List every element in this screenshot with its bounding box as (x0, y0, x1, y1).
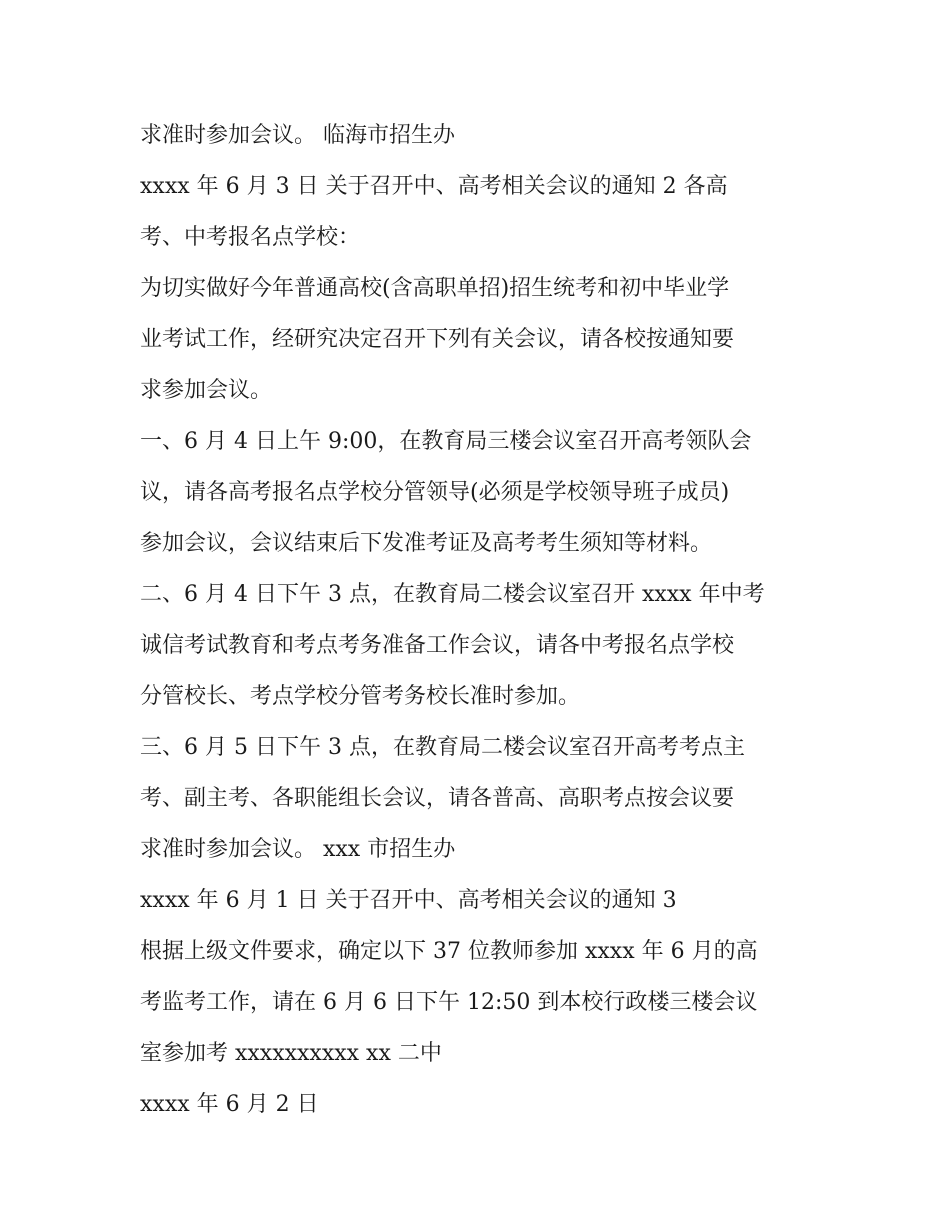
text-line: 三、6 月 5 日下午 3 点，在教育局二楼会议室召开高考考点主 (140, 735, 745, 760)
text-line: xxxx 年 6 月 1 日 关于召开中、高考相关会议的通知 3 (140, 888, 677, 913)
text-line: 业考试工作，经研究决定召开下列有关会议，请各校按通知要 (140, 327, 735, 352)
text-line: 求准时参加会议。 xxx 市招生办 (140, 837, 456, 862)
document-body (140, 110, 830, 1130)
text-line: 一、6 月 4 日上午 9:00，在教育局三楼会议室召开高考领队会 (140, 429, 752, 454)
text-line: 考、副主考、各职能组长会议，请各普高、高职考点按会议要 (140, 786, 735, 811)
text-line: 诚信考试教育和考点考务准备工作会议，请各中考报名点学校 (140, 633, 735, 658)
text-line: xxxx 年 6 月 2 日 (140, 1092, 319, 1117)
text-line: 议，请各高考报名点学校分管领导(必须是学校领导班子成员) (140, 480, 730, 505)
text-line: 考监考工作，请在 6 月 6 日下午 12:50 到本校行政楼三楼会议 (140, 990, 758, 1015)
text-line: 求准时参加会议。 临海市招生办 (140, 123, 455, 148)
text-line: 考、中考报名点学校： (140, 225, 361, 250)
text-line: 二、6 月 4 日下午 3 点，在教育局二楼会议室召开 xxxx 年中考 (140, 582, 765, 607)
text-line: 求参加会议。 (140, 378, 273, 403)
text-line: 参加会议，会议结束后下发准考证及高考考生须知等材料。 (140, 531, 713, 556)
text-line: xxxx 年 6 月 3 日 关于召开中、高考相关会议的通知 2 各高 (140, 174, 728, 199)
text-line: 分管校长、考点学校分管考务校长准时参加。 (140, 684, 581, 709)
text-line: 根据上级文件要求，确定以下 37 位教师参加 xxxx 年 6 月的高 (140, 939, 758, 964)
text-line: 为切实做好今年普通高校(含高职单招)招生统考和初中毕业学 (140, 276, 730, 301)
text-line: 室参加考 xxxxxxxxxx xx 二中 (140, 1041, 442, 1066)
